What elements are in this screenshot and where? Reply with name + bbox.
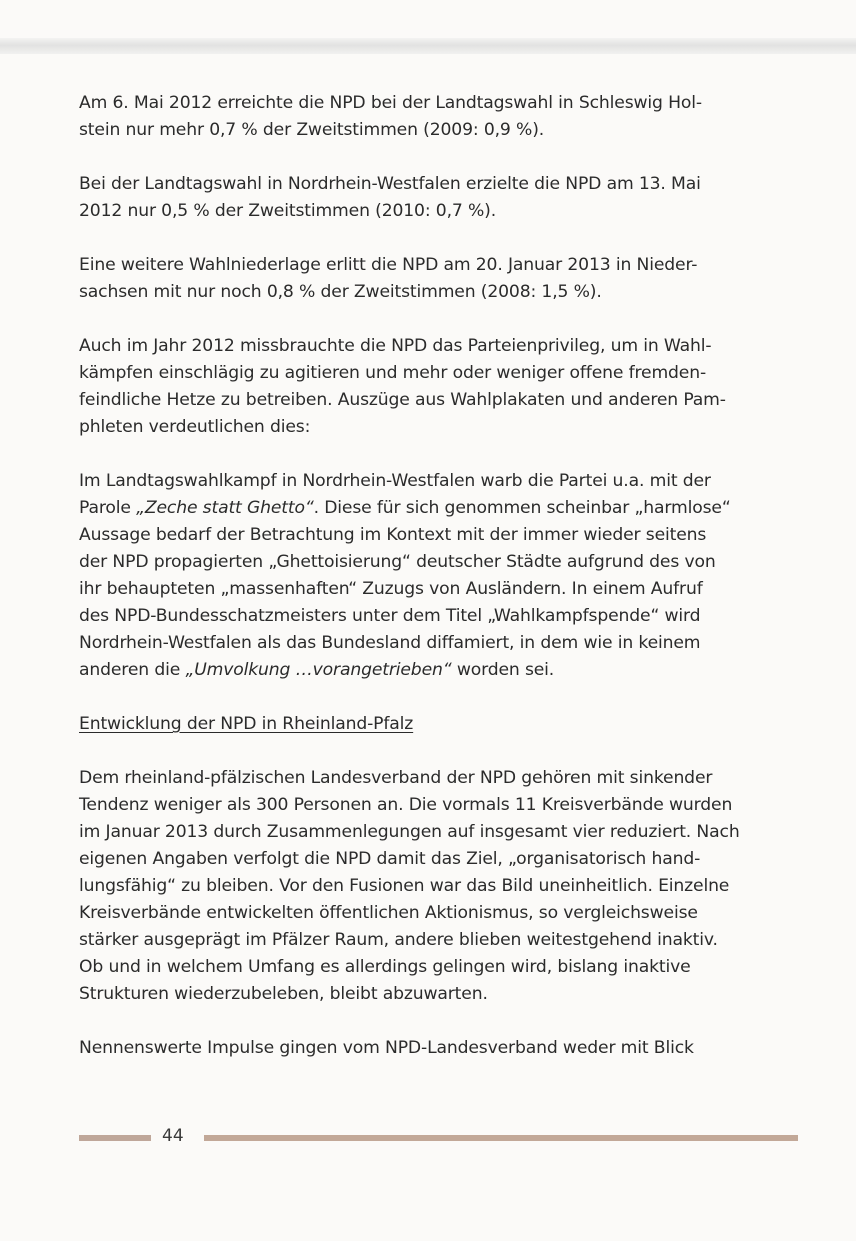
text-line: Dem rheinland-pfälzischen Landesverband der NPD gehören mit sinkender: [79, 768, 713, 788]
text-line: Im Landtagswahlkampf in Nordrhein-Westfalen warb die Partei u.a. mit der: [79, 471, 711, 491]
page-body: [79, 90, 801, 1089]
paragraph-landesverband: [79, 765, 801, 1008]
text-segment: anderen die: [79, 660, 186, 680]
text-line: sachsen mit nur noch 0,8 % der Zweitstimmen (2008: 1,5 %).: [79, 282, 602, 302]
italic-quote: „Umvolkung …vorangetrieben“: [185, 660, 452, 680]
text-line: Auch im Jahr 2012 missbrauchte die NPD das Parteienprivileg, um in Wahl-: [79, 336, 712, 356]
text-line: stein nur mehr 0,7 % der Zweitstimmen (2009: 0,9 %).: [79, 120, 545, 140]
text-line: im Januar 2013 durch Zusammenlegungen auf insgesamt vier reduziert. Nach: [79, 822, 740, 842]
text-segment: . Diese für sich genommen scheinbar „harmlose“: [313, 498, 731, 518]
section-heading-text: Entwicklung der NPD in Rheinland-Pfalz: [79, 714, 414, 734]
top-scan-band: [0, 38, 856, 54]
text-line: [79, 657, 801, 684]
text-line: Am 6. Mai 2012 erreichte die NPD bei der Landtagswahl in Schleswig Hol-: [79, 93, 702, 113]
text-line: Strukturen wiederzubeleben, bleibt abzuwarten.: [79, 984, 488, 1004]
text-line: Nordrhein-Westfalen als das Bundesland diffamiert, in dem wie in keinem: [79, 633, 701, 653]
footer-rule-left: [79, 1135, 151, 1141]
italic-quote: „Zeche statt Ghetto“: [136, 498, 314, 518]
text-line: feindliche Hetze zu betreiben. Auszüge aus Wahlplakaten und anderen Pam-: [79, 390, 726, 410]
paragraph-nordrhein-westfalen: [79, 171, 801, 225]
paragraph-niedersachsen: [79, 252, 801, 306]
text-line: ihr behaupteten „massenhaften“ Zuzugs von Ausländern. In einem Aufruf: [79, 579, 703, 599]
text-line: kämpfen einschlägig zu agitieren und mehr oder weniger offene fremden-: [79, 363, 707, 383]
text-segment: Parole: [79, 498, 137, 518]
paragraph-parteienprivileg: [79, 333, 801, 441]
text-segment: worden sei.: [451, 660, 555, 680]
paragraph-impulse: [79, 1035, 801, 1062]
text-line: Aussage bedarf der Betrachtung im Kontext mit der immer wieder seitens: [79, 525, 707, 545]
footer-rule-right: [204, 1135, 798, 1141]
paragraph-landtagswahlkampf: [79, 468, 801, 684]
text-line: Eine weitere Wahlniederlage erlitt die NPD am 20. Januar 2013 in Nieder-: [79, 255, 698, 275]
text-line: [79, 495, 801, 522]
text-line: Ob und in welchem Umfang es allerdings gelingen wird, bislang inaktive: [79, 957, 691, 977]
text-line: lungsfähig“ zu bleiben. Vor den Fusionen war das Bild uneinheitlich. Einzelne: [79, 876, 730, 896]
text-line: Bei der Landtagswahl in Nordrhein-Westfalen erzielte die NPD am 13. Mai: [79, 174, 701, 194]
text-line: stärker ausgeprägt im Pfälzer Raum, andere blieben weitestgehend inaktiv.: [79, 930, 718, 950]
text-line: der NPD propagierten „Ghettoisierung“ deutscher Städte aufgrund des von: [79, 552, 716, 572]
text-line: 2012 nur 0,5 % der Zweitstimmen (2010: 0,7 %).: [79, 201, 497, 221]
text-line: des NPD-Bundesschatzmeisters unter dem Titel „Wahlkampfspende“ wird: [79, 606, 701, 626]
text-line: Nennenswerte Impulse gingen vom NPD-Landesverband weder mit Blick: [79, 1038, 694, 1058]
section-heading-rheinland-pfalz: [79, 711, 801, 738]
paragraph-schleswig-holstein: [79, 90, 801, 144]
text-line: Kreisverbände entwickelten öffentlichen Aktionismus, so vergleichsweise: [79, 903, 698, 923]
text-line: Tendenz weniger als 300 Personen an. Die vormals 11 Kreisverbände wurden: [79, 795, 733, 815]
text-line: eigenen Angaben verfolgt die NPD damit das Ziel, „organisatorisch hand-: [79, 849, 701, 869]
text-line: phleten verdeutlichen dies:: [79, 417, 311, 437]
page-number: 44: [162, 1126, 184, 1146]
